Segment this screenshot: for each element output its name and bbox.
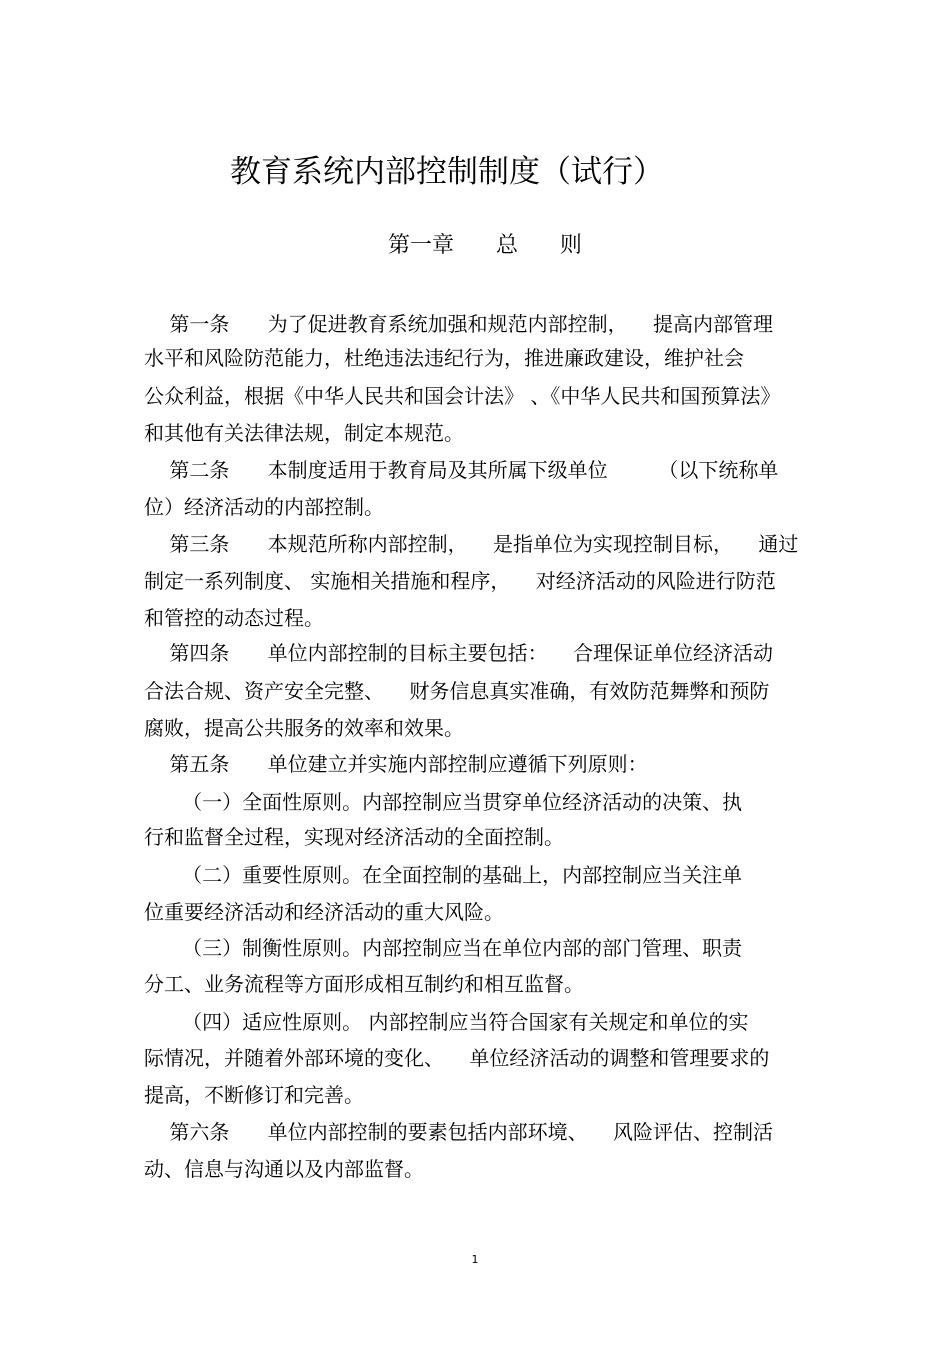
body-line: （四）适应性原则。 内部控制应当符合国家有关规定和单位的实 [144, 1010, 749, 1034]
body-line: 第二条 本制度适用于教育局及其所属下级单位 （以下统称单 [144, 458, 779, 482]
body-line: 水平和风险防范能力，杜绝违法违纪行为，推进廉政建设，维护社会 [144, 346, 744, 370]
body-line: （一）全面性原则。内部控制应当贯穿单位经济活动的决策、执 [144, 790, 743, 814]
body-line: 制定一系列制度、 实施相关措施和程序， 对经济活动的风险进行防范 [144, 569, 776, 593]
body-line: 分工、业务流程等方面形成相互制约和相互监督。 [144, 972, 584, 996]
body-line: 合法合规、资产安全完整、 财务信息真实准确，有效防范舞弊和预防 [144, 679, 770, 703]
body-line: （三）制衡性原则。内部控制应当在单位内部的部门管理、职责 [144, 936, 743, 960]
chapter-heading: 第一章 总 则 [388, 233, 582, 258]
body-line: 第五条 单位建立并实施内部控制应遵循下列原则： [144, 752, 648, 776]
body-line: 行和监督全过程，实现对经济活动的全面控制。 [144, 825, 564, 849]
body-line: 位重要经济活动和经济活动的重大风险。 [144, 900, 504, 924]
body-line: 和其他有关法律法规，制定本规范。 [144, 421, 464, 445]
body-line: 动、信息与沟通以及内部监督。 [144, 1157, 424, 1181]
body-line: 和管控的动态过程。 [144, 606, 324, 630]
body-line: 第一条 为了促进教育系统加强和规范内部控制， 提高内部管理 [144, 312, 774, 336]
body-line: 第四条 单位内部控制的目标主要包括： 合理保证单位经济活动 [144, 641, 774, 665]
body-line: 腐败，提高公共服务的效率和效果。 [144, 716, 464, 740]
page-number: 1 [471, 1253, 479, 1266]
body-line: 第六条 单位内部控制的要素包括内部环境、 风险评估、控制活 [144, 1120, 774, 1144]
body-line: 提高，不断修订和完善。 [144, 1083, 364, 1107]
document-title: 教育系统内部控制制度（试行） [230, 154, 664, 190]
body-line: 际情况，并随着外部环境的变化、 单位经济活动的调整和管理要求的 [144, 1046, 770, 1070]
body-line: （二）重要性原则。在全面控制的基础上，内部控制应当关注单 [144, 863, 743, 887]
body-line: 第三条 本规范所称内部控制， 是指单位为实现控制目标， 通过 [144, 532, 799, 556]
body-line: 位）经济活动的内部控制。 [144, 495, 384, 519]
body-line: 公众利益，根据《中华人民共和国会计法》 、《中华人民共和国预算法》 [144, 384, 781, 408]
